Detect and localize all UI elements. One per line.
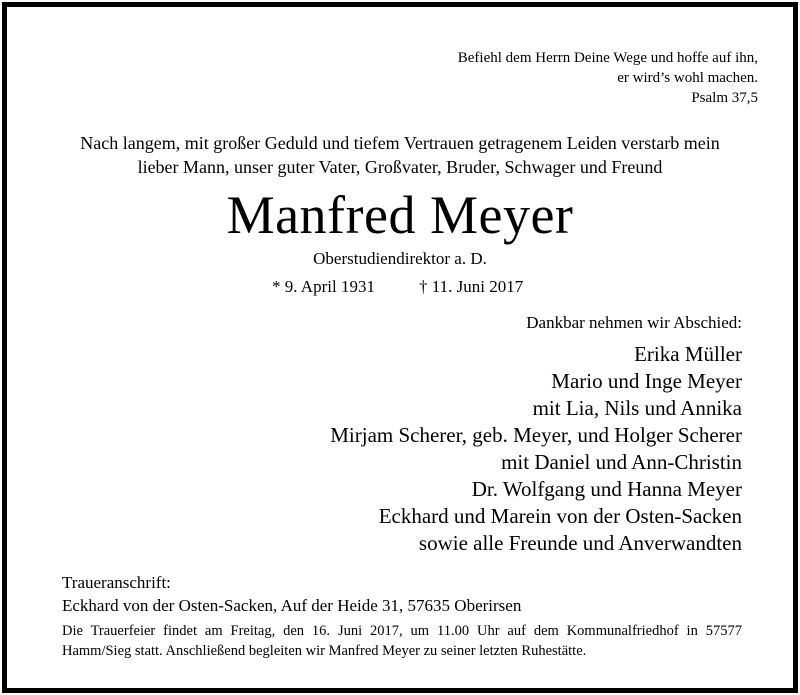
intro-line: lieber Mann, unser guter Vater, Großvater, Bruder, Schwager und Freund <box>137 157 663 177</box>
mourner-line: Eckhard und Marein von der Osten-Sacken <box>378 504 742 528</box>
psalm-reference: Psalm 37,5 <box>691 90 758 106</box>
ceremony-info: Die Trauerfeier findet am Freitag, den 16. Juni 2017, um 11.00 Uhr auf dem Kommunalfriedhof in 57577 Hamm/Sieg statt. Anschließend begleiten wir Manfred Meyer zu seiner letzten Ruhestätte. <box>62 623 742 659</box>
mourner-line: Dr. Wolfgang und Hanna Meyer <box>471 477 742 501</box>
psalm-line: er wird’s wohl machen. <box>617 70 758 86</box>
birth-date: * 9. April 1931 <box>272 277 375 296</box>
mourning-address <box>62 571 521 617</box>
deceased-name: Manfred Meyer <box>226 185 574 245</box>
mourners-list <box>330 341 742 557</box>
deceased-title: Oberstudiendirektor a. D. <box>313 249 487 268</box>
mourner-line: Mario und Inge Meyer <box>551 369 742 393</box>
death-date: † 11. Juni 2017 <box>419 277 524 296</box>
psalm-quote <box>458 48 758 108</box>
psalm-line: Befiehl dem Herrn Deine Wege und hoffe auf ihn, <box>457 50 758 66</box>
address-value: Eckhard von der Osten-Sacken, Auf der Heide 31, 57635 Oberirsen <box>62 596 522 615</box>
mourner-line: mit Daniel und Ann-Christin <box>501 450 742 474</box>
mourner-line: mit Lia, Nils und Annika <box>532 396 742 420</box>
mourner-line: sowie alle Freunde und Anverwandten <box>418 531 742 555</box>
intro-text <box>7 131 793 179</box>
obituary-notice <box>2 2 798 693</box>
intro-line: Nach langem, mit großer Geduld und tiefem Vertrauen getragenem Leiden verstarb mein <box>80 133 720 153</box>
mourners-heading: Dankbar nehmen wir Abschied: <box>526 313 742 332</box>
address-label: Traueranschrift: <box>62 573 171 592</box>
mourner-line: Erika Müller <box>634 342 742 366</box>
mourner-line: Mirjam Scherer, geb. Meyer, und Holger Scherer <box>330 423 742 447</box>
